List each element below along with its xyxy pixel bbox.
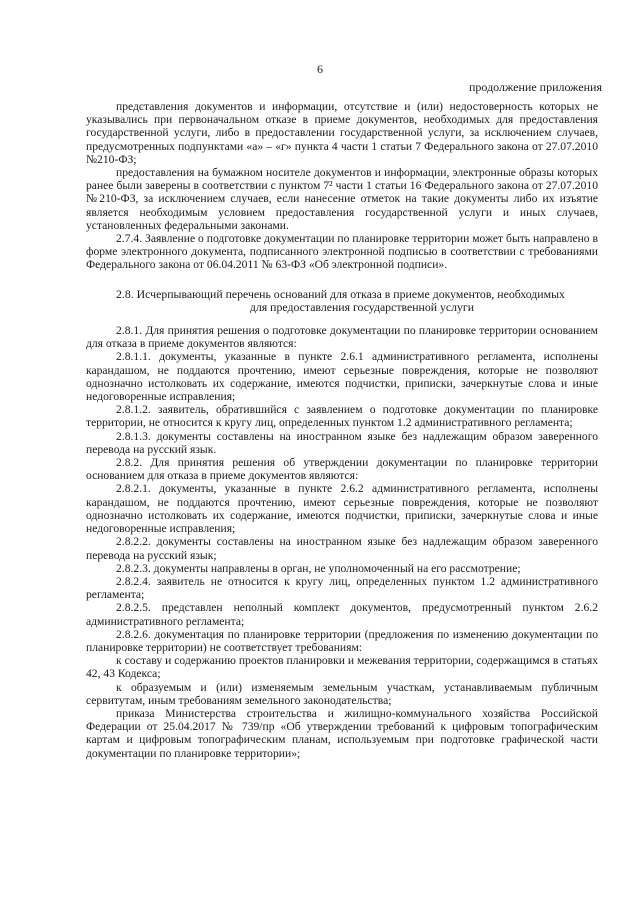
paragraph: 2.8.2.6. документация по планировке территории (предложения по изменению документации по планировке территории) не соответствует требованиям:: [86, 627, 598, 654]
paragraph: 2.8.2.4. заявитель не относится к кругу лиц, определенных пунктом 1.2 административного регламента;: [86, 574, 598, 602]
paragraph: представления документов и информации, отсутствие и (или) недостоверность которых не указывались при первоначальном отказе в приеме документов, необходимых для предоставления государственной услуги, либо в предоставлении государственной услуги, за исключением случаев, предусмотренных подпунктами «а» – «г» пункта 4 части 1 статьи 7 Федерального закона от 27.07.2010 №210-ФЗ;: [86, 100, 598, 166]
document-body: [86, 100, 598, 760]
paragraph: предоставления на бумажном носителе документов и информации, электронные образы которых ранее были заверены в соответствии с пунктом 7² части 1 статьи 16 Федерального закона от 27.07.2010 №210-ФЗ, за исключением случаев, если нанесение отметок на такие документы либо их изъятие является необходимым условием предоставления государственной услуги и иных случаев, установленных федеральными законами.: [86, 166, 598, 232]
page-number: 6: [317, 62, 323, 76]
paragraph: 2.8.2.3. документы направлены в орган, не уполномоченный на его рассмотрение;: [116, 561, 521, 575]
continuation-label: продолжение приложения: [469, 80, 602, 94]
paragraph: 2.7.4. Заявление о подготовке документации по планировке территории может быть направлено в форме электронного документа, подписанного электронной подписью в соответствии с требованиями Федерального закона от 06.04.2011 № 63-ФЗ «Об электронной подписи».: [86, 232, 598, 272]
paragraph: 2.8.1.2. заявитель, обратившийся с заявлением о подготовке документации по планировке территории, не относится к кругу лиц, определенных пунктом 1.2 административного регламента;: [86, 403, 598, 430]
section-heading-line: 2.8. Исчерпывающий перечень оснований для отказа в приеме документов, необходимых: [116, 286, 565, 301]
paragraph: к образуемым и (или) изменяемым земельным участкам, устанавливаемым публичным сервитутам, иным требованиям земельного законодательства;: [86, 680, 598, 707]
section-heading: [86, 288, 598, 314]
paragraph: 2.8.1. Для принятия решения о подготовке документации по планировке территории основанием для отказа в приеме документов являются:: [86, 324, 598, 351]
paragraph: 2.8.1.1. документы, указанные в пункте 2.6.1 административного регламента, исполнены карандашом, не поддаются прочтению, имеют серьезные повреждения, которые не позволяют однозначно истолковать их содержание, имеются подчистки, приписки, зачеркнутые слова и иные недоговоренные исправления;: [86, 350, 598, 404]
paragraph: 2.8.2. Для принятия решения об утверждении документации по планировке территории основанием для отказа в приеме документов являются:: [86, 456, 598, 483]
paragraph: 2.8.1.3. документы составлены на иностранном языке без надлежащим образом заверенного перевода на русский язык.: [86, 429, 598, 456]
paragraph: 2.8.2.2. документы составлены на иностранном языке без надлежащим образом заверенного перевода на русский язык;: [86, 535, 598, 562]
paragraph: 2.8.2.5. представлен неполный комплект документов, предусмотренный пунктом 2.6.2 административного регламента;: [86, 601, 598, 628]
paragraph: 2.8.2.1. документы, указанные в пункте 2.6.2 административного регламента, исполнены карандашом, не поддаются прочтению, имеют серьезные повреждения, которые не позволяют однозначно истолковать их содержание, имеются подчистки, приписки, зачеркнутые слова и иные недоговоренные исправления;: [86, 482, 598, 536]
section-heading-line: для предоставления государственной услуги: [249, 299, 475, 314]
paragraph: к составу и содержанию проектов планировки и межевания территории, содержащимся в статьях 42, 43 Кодекса;: [86, 654, 598, 681]
paragraph: приказа Министерства строительства и жилищно-коммунального хозяйства Российской Федерации от 25.04.2017 № 739/пр «Об утверждении требований к цифровым топографическим картам и цифровым топографическим планам, используемым при подготовке графической части документации по планировке территории»;: [86, 706, 598, 760]
